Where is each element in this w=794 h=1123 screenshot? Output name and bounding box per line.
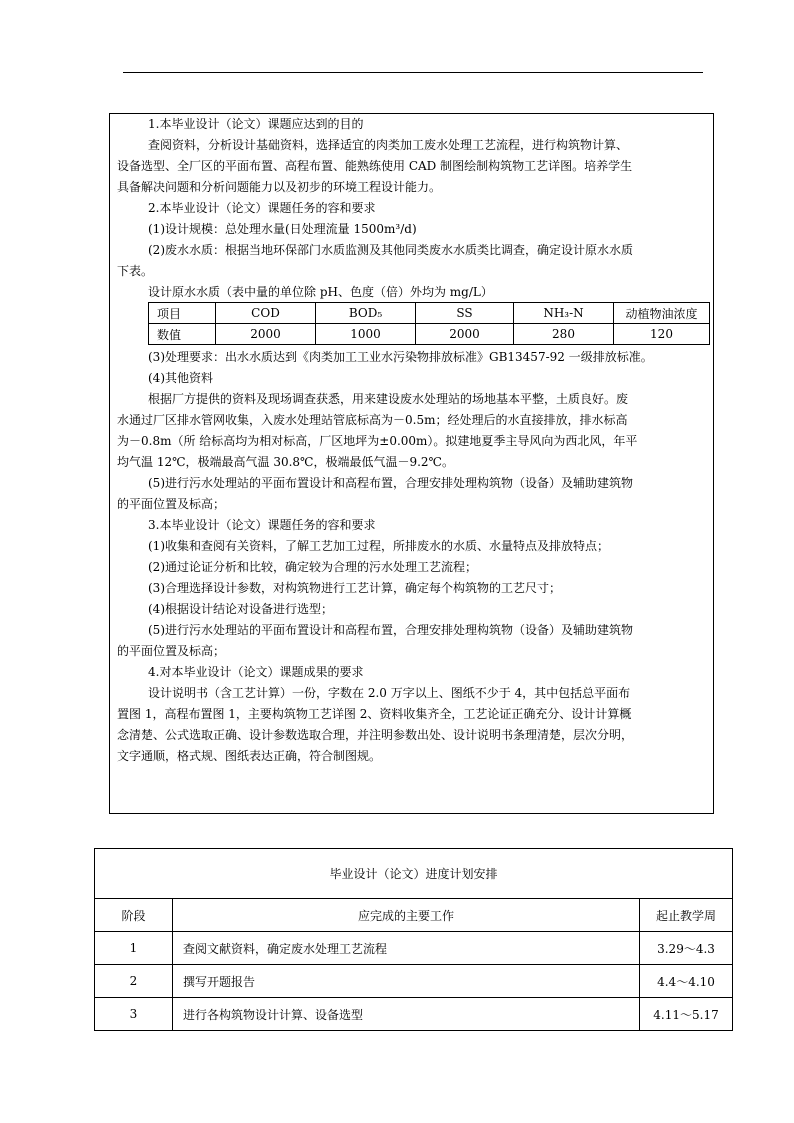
section3-item: (3)合理选择设计参数，对构筑物进行工艺计算，确定每个构筑物的工艺尺寸； [148,581,562,595]
table-cell: BOD₅ [316,303,416,324]
header-work: 应完成的主要工作 [173,899,640,932]
weeks-cell: 4.11～5.17 [640,998,733,1031]
header-rule [123,72,703,73]
section2-item4-text: 水通过厂区排水管网收集，入废水处理站管底标高为－0.5m；经处理后的水直接排放，排水标高 [117,413,628,427]
section4-line: 置图 1，高程布置图 1，主要构筑物工艺详图 2、资料收集齐全，工艺论证正确充分、设计计算概 [117,707,632,721]
section4-line: 文字通顺，格式规、图纸表达正确，符合制图规。 [117,749,382,763]
stage-cell: 3 [95,998,173,1031]
stage-cell: 2 [95,965,173,998]
weeks-cell: 4.4～4.10 [640,965,733,998]
task-cell: 撰写开题报告 [173,965,640,998]
table-cell: 2000 [416,324,514,345]
section3-item5-cont: 的平面位置及标高； [117,644,226,658]
task-cell: 进行各构筑物设计计算、设备选型 [173,998,640,1031]
weeks-cell: 3.29～4.3 [640,932,733,965]
table-cell: 项目 [149,303,216,324]
water-quality-table [148,302,710,345]
section2-item5: (5)进行污水处理站的平面布置设计和高程布置，合理安排处理构筑物（设备）及辅助建筑物 [148,476,634,490]
section3-item: (1)收集和查阅有关资料，了解工艺加工过程，所排废水的水质、水量特点及排放特点； [148,539,610,553]
section3-item: (4)根据设计结论对设备进行选型； [148,602,333,616]
table-cell: 数值 [149,324,216,345]
header-weeks: 起止教学周 [640,899,733,932]
section2-item3: (3)处理要求：出水水质达到《肉类加工工业水污染物排放标准》GB13457-92 一级排放标准。 [148,350,653,364]
section1-line: 具备解决问题和分析问题能力以及初步的环境工程设计能力。 [117,180,442,194]
stage-cell: 1 [95,932,173,965]
section2-title: 2.本毕业设计（论文）课题任务的容和要求 [148,201,376,215]
section3-item: (2)通过论证分析和比较，确定较为合理的污水处理工艺流程； [148,560,478,574]
section2-item2: (2)废水水质：根据当地环保部门水质监测及其他同类废水水质类比调查，确定设计原水水质 [148,243,634,257]
schedule-table [94,848,733,1031]
table-header-row [149,303,710,324]
schedule-header-row [95,899,733,932]
table-cell: 2000 [216,324,316,345]
section1-line: 查阅资料，分析设计基础资料，选择适宜的肉类加工废水处理工艺流程，进行构筑物计算、 [148,138,629,152]
section3-title: 3.本毕业设计（论文）课题任务的容和要求 [148,518,376,532]
section2-item4: (4)其他资料 [148,371,213,385]
table-cell: 280 [514,324,614,345]
table-row [95,932,733,965]
schedule-title: 毕业设计（论文）进度计划安排 [95,849,733,899]
section2-item4-text: 均气温 12℃，极端最高气温 30.8℃，极端最低气温－9.2℃。 [117,455,454,469]
section2-item2-cont: 下表。 [117,264,154,278]
table-cell: 120 [614,324,710,345]
section4-line: 设计说明书（含工艺计算）一份，字数在 2.0 万字以上、图纸不少于 4，其中包括总平面布 [148,686,631,700]
section3-item5: (5)进行污水处理站的平面布置设计和高程布置，合理安排处理构筑物（设备）及辅助建筑物 [148,623,634,637]
section4-title: 4.对本毕业设计（论文）课题成果的要求 [148,665,364,679]
table-row [95,998,733,1031]
section4-line: 念清楚、公式选取正确、设计参数选取合理，并注明参数出处、设计说明书条理清楚，层次分明， [117,728,634,742]
task-cell: 查阅文献资料，确定废水处理工艺流程 [173,932,640,965]
table-cell: NH₃-N [514,303,614,324]
table-cell: COD [216,303,316,324]
header-stage: 阶段 [95,899,173,932]
water-quality-caption: 设计原水水质（表中量的单位除 pH、色度（倍）外均为 mg/L） [148,285,493,299]
table-cell: SS [416,303,514,324]
table-row [95,965,733,998]
schedule-title-row [95,849,733,899]
table-row [149,324,710,345]
section2-item5-cont: 的平面位置及标高； [117,497,226,511]
section2-item4-text: 根据厂方提供的资料及现场调查获悉，用来建设废水处理站的场地基本平整，土质良好。废 [148,392,629,406]
section1-line: 设备选型、全厂区的平面布置、高程布置、能熟练使用 CAD 制图绘制构筑物工艺详图。培养学生 [117,159,633,173]
table-cell: 动植物油浓度 [614,303,710,324]
table-cell: 1000 [316,324,416,345]
section2-item1: (1)设计规模：总处理水量(日处理流量 1500m³/d) [148,222,417,236]
section2-item4-text: 为－0.8m（所 给标高均为相对标高，厂区地坪为±0.00m）。拟建地夏季主导风向为西北风，年平 [117,434,638,448]
section1-title: 1.本毕业设计（论文）课题应达到的目的 [148,117,364,131]
